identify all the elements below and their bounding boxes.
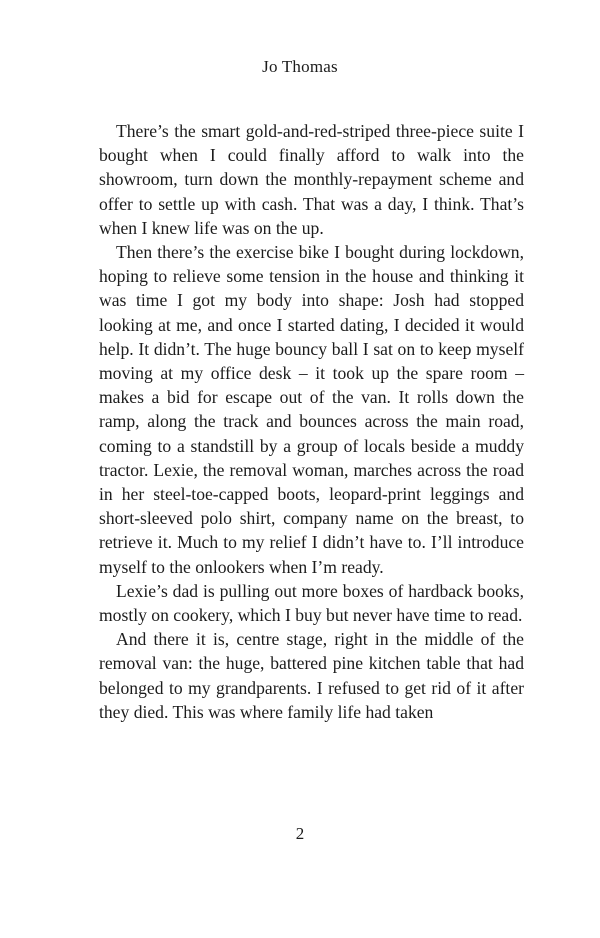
running-head-author: Jo Thomas — [262, 57, 338, 76]
page-number: 2 — [295, 824, 305, 843]
paragraph: And there it is, centre stage, right in the middle of the removal van: the huge, battered pine kitchen table that had belonged to my grandparents. I refused to get rid of it after they died. This was where family life had taken — [99, 629, 524, 722]
paragraph: Then there’s the exercise bike I bought during lockdown, hoping to relieve some tension in the house and thinking it was time I got my body into shape: Josh had stopped looking at me, and once I started dating, I decided it would help. It didn’t. The huge bouncy ball I sat on to keep myself moving at my office desk – it took up the spare room – makes a bid for escape out of the van. It rolls down the ramp, along the track and bounces across the main road, coming to a standstill by a group of locals beside a muddy tractor. Lexie, the removal woman, marches across the road in her steel-toe-capped boots, leopard-print leggings and short-sleeved polo shirt, company name on the breast, to retrieve it. Much to my relief I didn’t have to. I’ll introduce myself to the onlookers when I’m ready. — [99, 242, 524, 577]
paragraph: Lexie’s dad is pulling out more boxes of hardback books, mostly on cookery, which I buy but never have time to read. — [99, 580, 524, 626]
paragraph: There’s the smart gold-and-red-striped three-piece suite I bought when I could finally afford to walk into the showroom, turn down the monthly-repayment scheme and offer to settle up with cash. That was a day, I think. That’s when I knew life was on the up. — [99, 121, 524, 238]
body-text — [99, 119, 524, 724]
